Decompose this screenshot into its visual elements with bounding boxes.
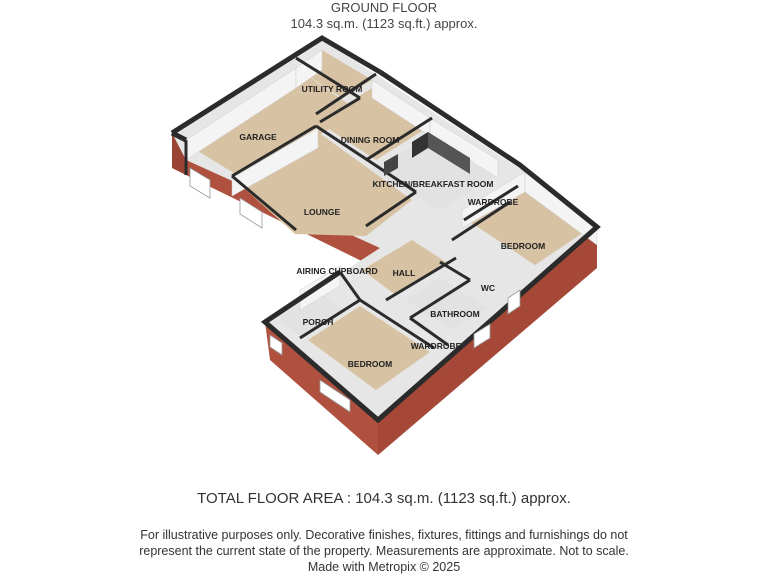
label-kitchen: KITCHEN/BREAKFAST ROOM <box>372 179 494 189</box>
disclaimer-line-2: represent the current state of the property. Measurements are approximate. Not to scale. <box>139 544 629 558</box>
label-lounge: LOUNGE <box>303 207 341 217</box>
label-dining-room: DINING ROOM <box>340 135 400 145</box>
label-utility-room: UTILITY ROOM <box>301 84 363 94</box>
label-airing-cupboard: AIRING CUPBOARD <box>296 266 378 276</box>
label-hall: HALL <box>392 268 416 278</box>
credit-line: Made with Metropix © 2025 <box>307 560 461 574</box>
disclaimer-line-1: For illustrative purposes only. Decorative finishes, fixtures, fittings and furnishings do not <box>140 528 628 542</box>
label-wc: WC <box>480 283 496 293</box>
label-bedroom-1: BEDROOM <box>500 241 546 251</box>
floor-title: GROUND FLOOR <box>330 0 438 15</box>
label-bedroom-2: BEDROOM <box>347 359 393 369</box>
label-wardrobe-1: WARDROBE <box>467 197 519 207</box>
floor-area: 104.3 sq.m. (1123 sq.ft.) approx. <box>290 16 478 31</box>
label-garage: GARAGE <box>239 132 277 142</box>
label-wardrobe-2: WARDROBE <box>410 341 462 351</box>
label-porch: PORCH <box>302 317 334 327</box>
label-bathroom: BATHROOM <box>430 309 480 319</box>
total-floor-area: TOTAL FLOOR AREA : 104.3 sq.m. (1123 sq.ft.) approx. <box>197 490 571 507</box>
